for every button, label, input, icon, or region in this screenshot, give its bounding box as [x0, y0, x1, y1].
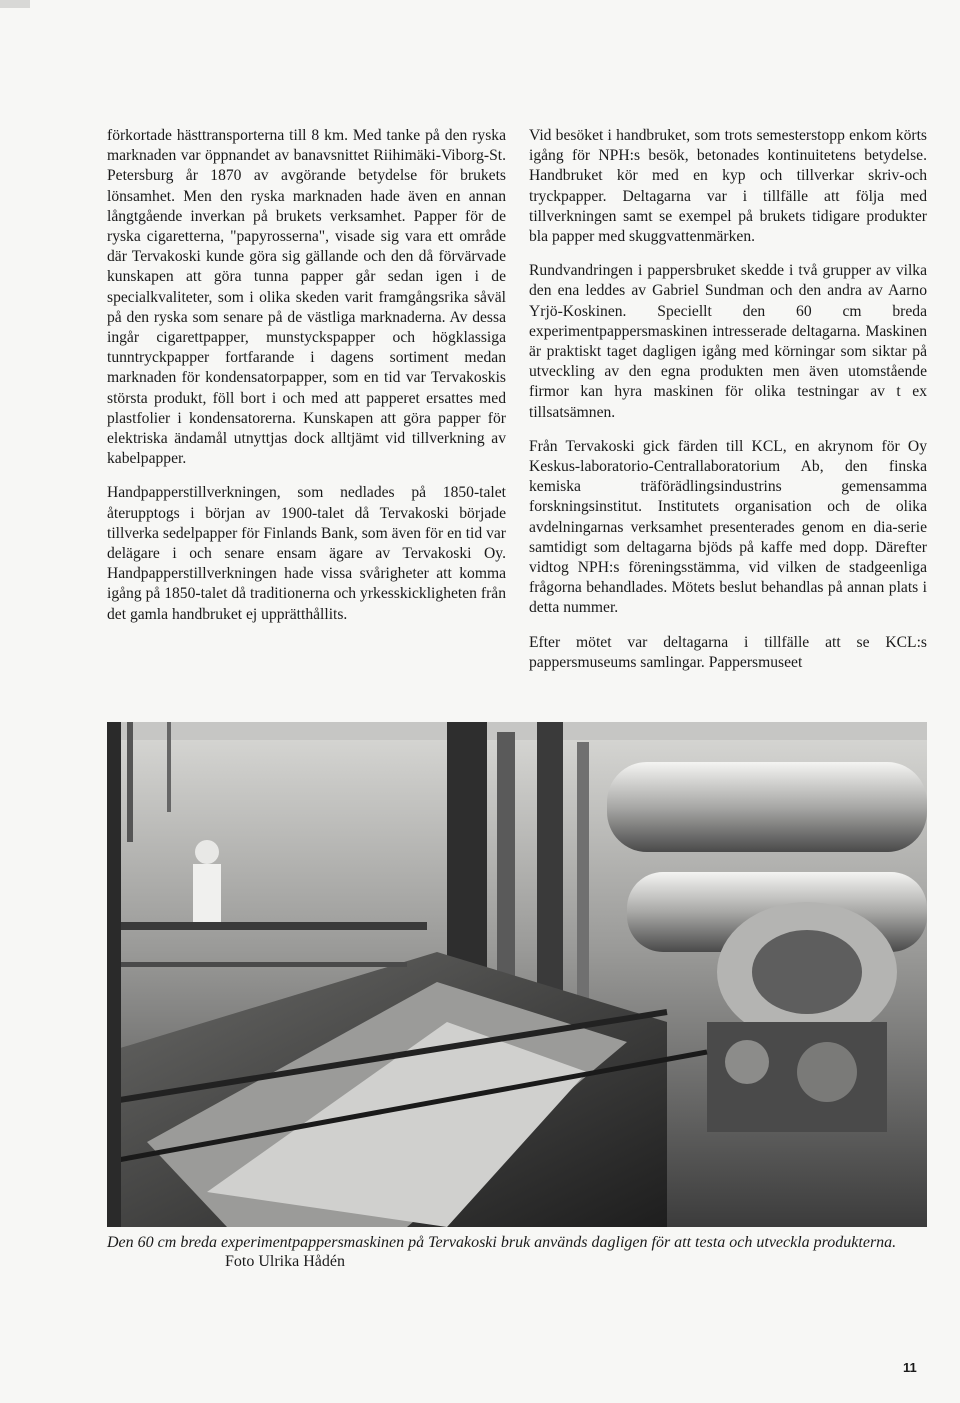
photo-caption [107, 1233, 927, 1271]
right-text-column [529, 126, 927, 687]
left-text-column [107, 126, 506, 639]
right-paragraph-1: Vid besöket i handbruket, som trots semesterstopp enkom körts igång för NPH:s besök, betonades kontinuitetens betydelse. Handbruket kör med en kyp och tillverkar skriv-och tryckpapper. Deltagarna var i tillfälle att följa med tillverkningen samt se exempel på brukets tidigare produkter bla papper med skuggvattenmärken. [529, 127, 927, 246]
left-paragraph-1: förkortade hästtransporterna till 8 km. Med tanke på den ryska marknaden var öppnandet av banavsnittet Riihimäki-Viborg-St. Petersburg år 1870 av avgörande betydelse för brukets lönsamhet. Men den ryska marknaden hade även en annan långtgående inverkan på brukets verksamhet. Papper för de ryska cigaretterna, "papyrosserna", visade sig vara ett område där Tervakoski kunde göra sig gällande och den då förvärvade kunskapen att göra tunna papper går sedan igen i de specialkvaliteter, som i olika skeden varit framgångsrika såväl på den ryska som senare på de västliga marknaderna. Av dessa ingår cigarettpapper, munstyckspapper och högklassiga tunntryckpapper fortfarande i dagens sortiment medan marknaden för kondensatorpapper, som en tid var Tervakoskis största produkt, föll bort i och med att papperet ersattes med plastfolier i kondensatorerna. Kunskapen att göra papper för elektriska ändamål utnyttjas dock alltjämt vid tillverkning av kabelpapper. [107, 127, 506, 468]
page-number: 11 [903, 1360, 917, 1375]
caption-text: Den 60 cm breda experimentpappersmaskinen på Tervakoski bruk används dagligen för att testa och utveckla produkterna. [107, 1234, 897, 1251]
scan-corner-mark [0, 0, 30, 8]
left-paragraph-2: Handpapperstillverkningen, som nedlades på 1850-talet återupptogs i början av 1900-talet då Tervakoski började tillverka sedelpapper för Finlands Bank, som även för en tid var delägare i och senare ensam ägare av Tervakoski Oy. Handpapperstillverkningen hade vissa svårigheter att komma igång på 1850-talet då traditionerna och yrkesskickligheten från det gamla handbruket ej upprätthållits. [107, 484, 506, 623]
right-paragraph-3: Från Tervakoski gick färden till KCL, en akrynom för Oy Keskus-laboratorio-Centrallaboratorium Ab, den finska kemiska träförädlingsindustrins gemensamma forskningsinstitut. Institutets organisation och de olika avdelningarnas verksamhet presenterades genom en dia-serie samtidigt som deltagarna bjöds på kaffe med dopp. Därefter vidtog NPH:s föreningsstämma, vid vilken de stadgeenliga frågorna behandlades. Mötets beslut behandlas på annan plats i detta nummer. [529, 437, 927, 617]
right-paragraph-4: Efter mötet var deltagarna i tillfälle att se KCL:s pappersmuseums samlingar. Pappersmuseet [529, 633, 927, 671]
paper-machine-photo [107, 722, 927, 1227]
photo-credit: Foto Ulrika Hådén [225, 1253, 345, 1270]
right-paragraph-2: Rundvandringen i pappersbruket skedde i två grupper av vilka den ena leddes av Gabriel Sundman och den andra av Aarno Yrjö-Koskinen. Speciellt den 60 cm breda experimentpappersmaskinen intresserade deltagarna. Maskinen är praktiskt taget dagligen igång med körningar som siktar på utveckling av den egna produkten men även utomstående firmor kan hyra maskinen för olika testningar av t ex tillsatsämnen. [529, 262, 927, 421]
paper-machine-illustration [107, 722, 927, 1227]
